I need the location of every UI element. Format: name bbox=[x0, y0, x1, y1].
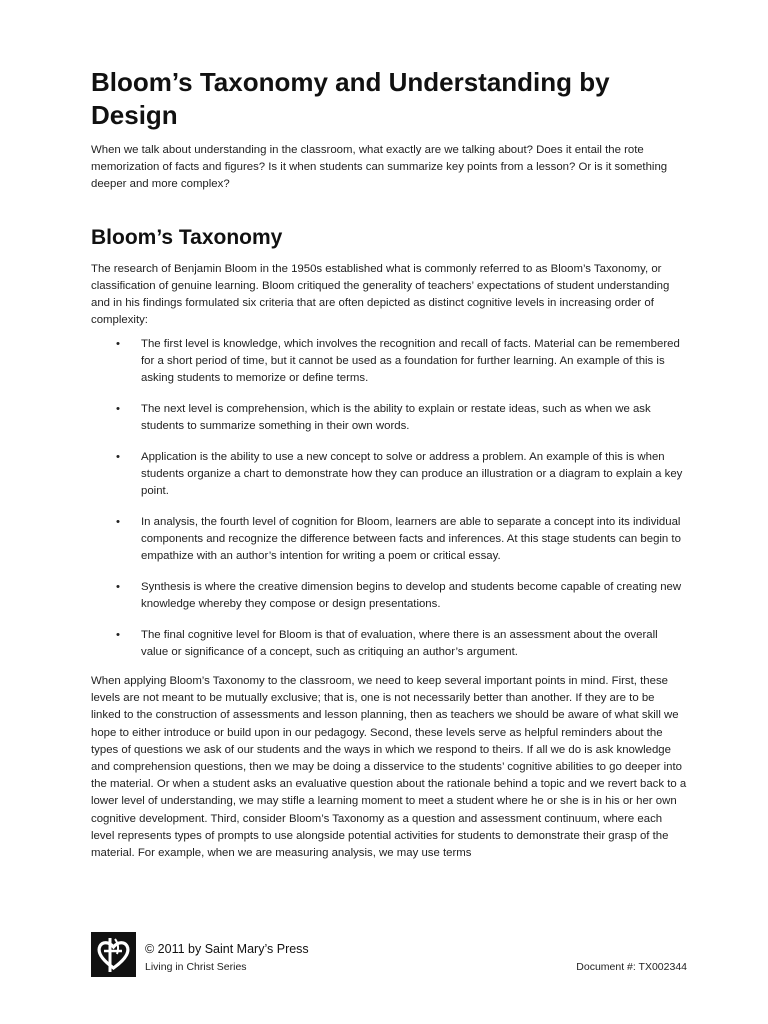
footer-series: Living in Christ Series bbox=[145, 961, 247, 973]
section-heading: Bloom’s Taxonomy bbox=[91, 226, 283, 249]
bullet-icon: • bbox=[116, 516, 120, 528]
list-item bbox=[91, 449, 687, 500]
section-intro-paragraph: The research of Benjamin Bloom in the 1950s established what is commonly referred to as Bloom’s Taxonomy, or classification of genuine learning. Bloom critiqued the generality of teachers’ expectations of student understanding and in his findings formulated six criteria that are often depicted as distinct cognitive levels in increasing order of complexity: bbox=[91, 263, 670, 326]
list-item-text: The final cognitive level for Bloom is that of evaluation, where there is an assessment about the overall value or significance of a concept, such as critiquing an author’s argument. bbox=[141, 629, 658, 658]
page-footer bbox=[91, 932, 687, 980]
list-item-text: The first level is knowledge, which involves the recognition and recall of facts. Material can be remembered for a short period of time, but it cannot be used as a foundation for further learning. An example of this is asking students to memorize or define terms. bbox=[141, 338, 680, 384]
list-item-text: Application is the ability to use a new concept to solve or address a problem. An example of this is when students organize a chart to demonstrate how they can produce an illustration or a diagram to explain a key point. bbox=[141, 451, 683, 497]
footer-document-number: Document #: TX002344 bbox=[576, 961, 687, 973]
document-title: Bloom’s Taxonomy and Understanding by Design bbox=[91, 67, 610, 130]
bullet-icon: • bbox=[116, 403, 120, 415]
body-paragraph: When applying Bloom’s Taxonomy to the classroom, we need to keep several important points in mind. First, these levels are not meant to be mutually exclusive; that is, one is not necessarily better than another. If they are to be linked to the construction of assessments and lesson planning, then as teachers we should be aware of what skill we hope to either introduce or build upon in our pedagogy. Second, these levels serve as helpful reminders about the types of questions we ask of our students and the ways in which we respond to theirs. If all we do is ask knowledge and comprehension questions, then we may be doing a disservice to the students’ cognitive abilities to go deeper into the material. Or when a student asks an evaluative question about the rationale behind a topic and we revert back to a lower level of understanding, we may stifle a learning moment to meet a student where he or she is in his or her own cognitive development. Third, consider Bloom’s Taxonomy as a question and assessment continuum, where each level represents types of prompts to use alongside potential activities for students to demonstrate their grasp of the material. For example, when we are measuring analysis, we may use terms bbox=[91, 675, 687, 860]
intro-paragraph: When we talk about understanding in the classroom, what exactly are we talking about? Does it entail the rote memorization of facts and figures? Is it when students can summarize key points from a lesson? Or is it something deeper and more complex? bbox=[91, 144, 668, 190]
list-item bbox=[91, 514, 687, 565]
bullet-icon: • bbox=[116, 629, 120, 641]
bullet-icon: • bbox=[116, 581, 120, 593]
list-item-text: The next level is comprehension, which is the ability to explain or restate ideas, such as when we ask students to summarize something in their own words. bbox=[141, 403, 651, 432]
bloom-levels-list bbox=[91, 336, 687, 675]
list-item bbox=[91, 627, 687, 661]
list-item bbox=[91, 401, 687, 435]
list-item bbox=[91, 336, 687, 387]
list-item bbox=[91, 579, 687, 613]
bullet-icon: • bbox=[116, 451, 120, 463]
footer-copyright: © 2011 by Saint Mary’s Press bbox=[145, 942, 309, 956]
list-item-text: Synthesis is where the creative dimension begins to develop and students become capable of creating new knowledge whereby they compose or design presentations. bbox=[141, 581, 682, 610]
list-item-text: In analysis, the fourth level of cognition for Bloom, learners are able to separate a concept into its individual components and recognize the difference between facts and inferences. At this stage students can begin to empathize with an author’s intention for writing a poem or critical essay. bbox=[141, 516, 681, 562]
bullet-icon: • bbox=[116, 338, 120, 350]
saint-marys-press-logo-icon bbox=[91, 932, 136, 977]
